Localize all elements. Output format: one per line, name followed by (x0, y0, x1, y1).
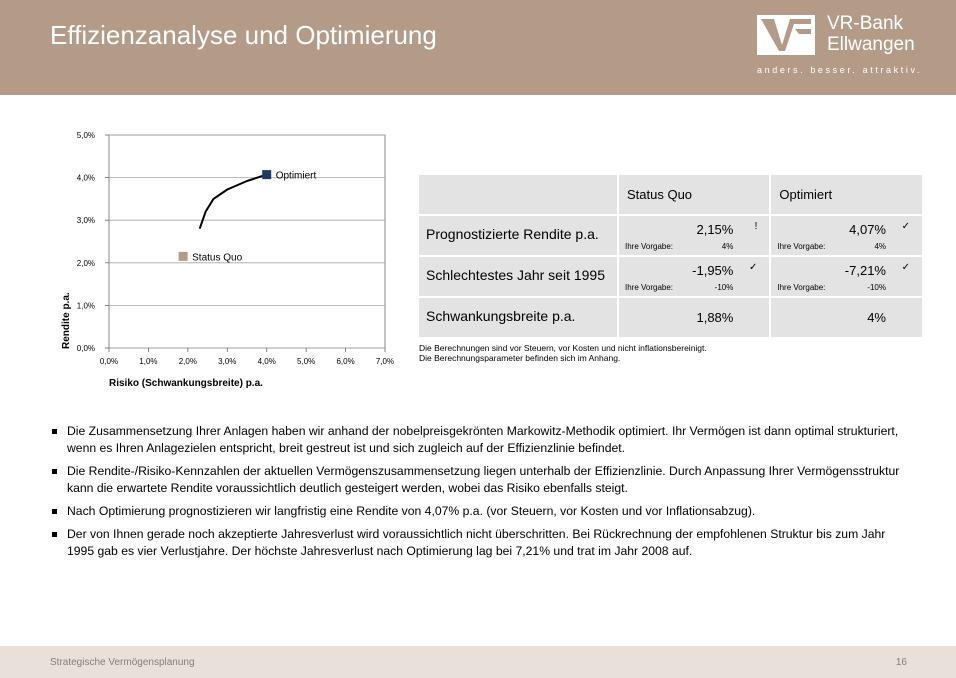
x-tick-label: 0,0% (99, 357, 119, 366)
point-status-quo (179, 252, 188, 261)
bank-logo (755, 13, 935, 83)
target-value: 4% (874, 242, 886, 251)
y-tick-label: 5,0% (76, 131, 95, 140)
x-tick-label: 6,0% (336, 357, 355, 366)
header-bar (0, 0, 956, 95)
value: -1,95% (692, 263, 734, 278)
row-label: Schwankungsbreite p.a. (419, 298, 617, 337)
bullet-icon (52, 429, 57, 434)
bank-name: VR-Bank Ellwangen (827, 13, 915, 55)
y-axis-title: Rendite p.a. (61, 292, 72, 349)
footer-text: Strategische Vermögensplanung (50, 657, 195, 668)
y-tick-label: 4,0% (76, 173, 95, 183)
y-tick-label: 2,0% (76, 258, 95, 268)
y-tick-label: 3,0% (76, 216, 95, 226)
x-tick-label: 3,0% (218, 357, 237, 366)
x-tick-label: 4,0% (257, 357, 276, 366)
x-tick-label: 1,0% (139, 357, 158, 366)
table-header-row (419, 175, 922, 214)
check-icon: ✓ (901, 262, 910, 273)
header-status-quo: Status Quo (619, 175, 769, 214)
x-tick-label: 5,0% (297, 357, 316, 366)
kpi-table (417, 173, 924, 339)
table-row (419, 216, 922, 255)
value: 4,07% (849, 222, 886, 237)
row-label: Prognostizierte Rendite p.a. (419, 216, 617, 255)
status-quo-cell (619, 257, 769, 296)
table-corner-cell (419, 175, 617, 214)
optimiert-cell (771, 298, 922, 337)
calculation-note: Die Berechnungen sind vor Steuern, vor Kosten und nicht inflationsbereinigt. Die Berechnungsparameter befinden sich im Anhang. (419, 343, 707, 363)
bank-tagline: anders. besser. attraktiv. (757, 65, 922, 75)
list-item: Die Rendite-/Risiko-Kennzahlen der aktuellen Vermögenszusammensetzung liegen unterhalb der Effizienzlinie. Durch Anpassung Ihrer Vermögensstruktur kann die erwartete Rendite voraussichtlich deutlich gesteigert werden, wobei das Risiko ebenfalls steigt. (50, 463, 910, 497)
status-quo-cell (619, 298, 769, 337)
page-title: Effizienzanalyse und Optimierung (50, 20, 437, 50)
target-label: Ihre Vorgabe: (624, 283, 674, 292)
target-label: Ihre Vorgabe: (777, 283, 826, 292)
vr-logo-icon (757, 15, 815, 55)
value: -7,21% (844, 263, 886, 278)
target-label: Ihre Vorgabe: (777, 242, 826, 251)
list-item: Der von Ihnen gerade noch akzeptierte Jahresverlust wird voraussichtlich nicht überschritten. Bei Rückrechnung der empfohlenen Struktur bis zum Jahr 1995 gab es vier Verlustjahre. Der höchste Jahresverlust nach Optimierung lag bei 7,21% und trat im Jahr 2008 auf. (50, 526, 910, 560)
bullet-icon (52, 469, 57, 474)
bullet-icon (52, 532, 57, 537)
target-label: Ihre Vorgabe: (624, 242, 674, 251)
optimiert-cell (771, 257, 922, 296)
check-icon: ✓ (901, 221, 910, 232)
list-item: Die Zusammensetzung Ihrer Anlagen haben wir anhand der nobelpreisgekrönten Markowitz-Methodik optimiert. Ihr Vermögen ist dann optimal strukturiert, wenn es Ihren Anlagezielen entspricht, breit gestreut ist und sich zugleich auf der Effizienzlinie befindet. (50, 423, 910, 457)
bullet-list (50, 423, 910, 566)
warning-icon: ! (754, 221, 758, 232)
table-row (419, 298, 922, 337)
optimiert-cell (771, 216, 922, 255)
y-tick-label: 1,0% (76, 301, 95, 311)
page-number: 16 (895, 657, 907, 668)
value: 1,88% (696, 310, 734, 325)
efficiency-chart (55, 125, 405, 395)
footer-bar (0, 646, 956, 678)
target-value: 4% (721, 242, 734, 251)
header-optimiert: Optimiert (771, 175, 922, 214)
check-icon: ✓ (748, 262, 758, 273)
x-tick-label: 2,0% (178, 357, 197, 366)
bullet-icon (52, 509, 57, 514)
value: 2,15% (696, 222, 734, 237)
table-row (419, 257, 922, 296)
point-label: Status Quo (192, 252, 243, 264)
status-quo-cell (619, 216, 769, 255)
list-item: Nach Optimierung prognostizieren wir langfristig eine Rendite von 4,07% p.a. (vor Steuern, vor Kosten und vor Inflationsabzug). (50, 503, 910, 520)
target-value: -10% (714, 283, 734, 292)
plot-area (109, 135, 385, 348)
point-optimiert (262, 170, 271, 179)
target-value: -10% (867, 283, 886, 292)
value: 4% (867, 310, 886, 325)
x-tick-label: 7,0% (375, 357, 395, 366)
x-axis-title: Risiko (Schwankungsbreite) p.a. (109, 378, 263, 389)
point-label: Optimiert (275, 170, 317, 182)
y-tick-label: 0,0% (76, 344, 95, 353)
row-label: Schlechtestes Jahr seit 1995 (419, 257, 617, 296)
